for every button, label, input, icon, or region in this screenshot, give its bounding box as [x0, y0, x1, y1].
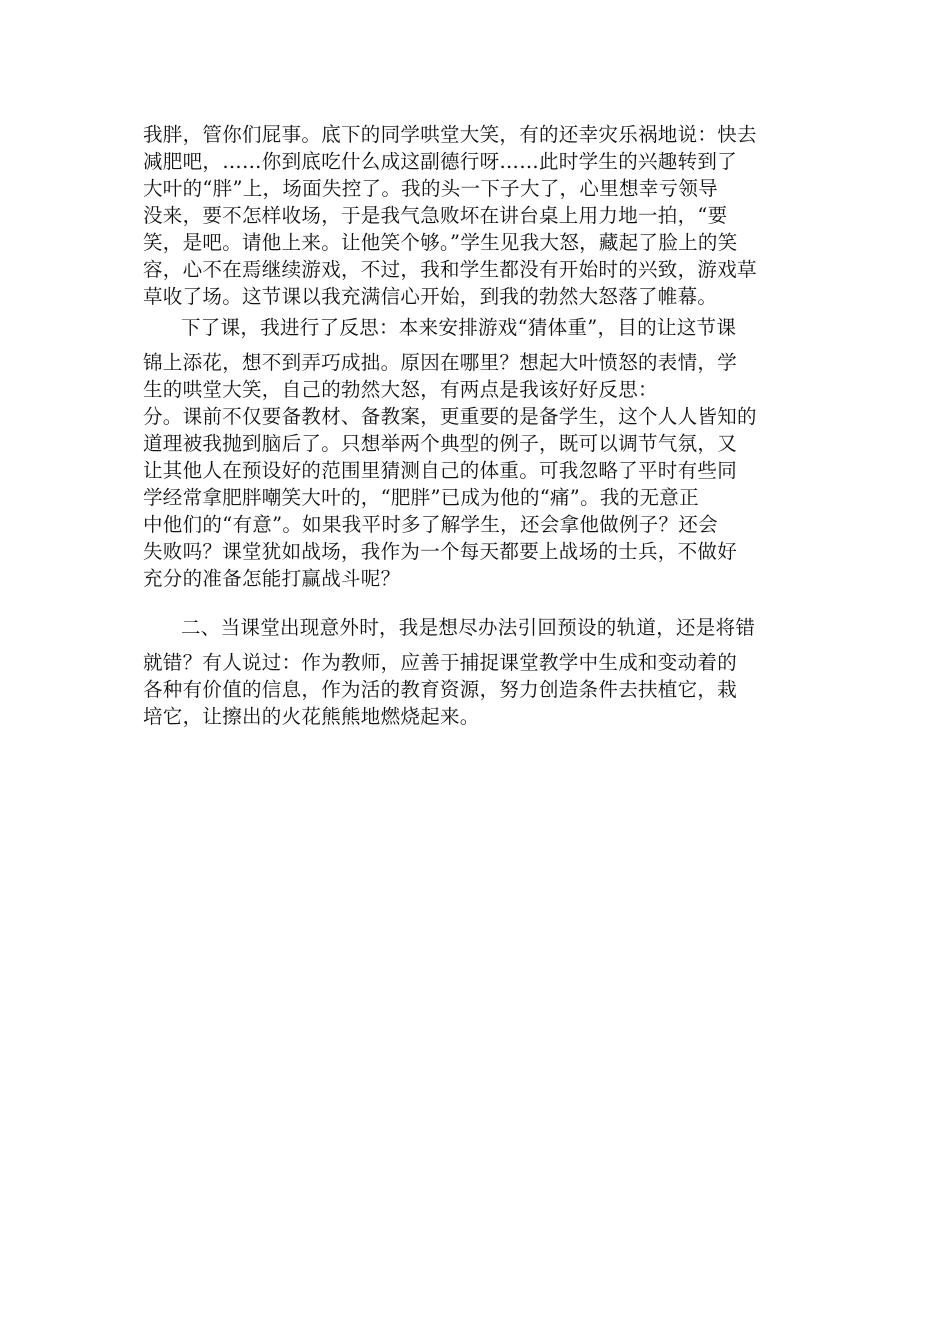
text-line: 二、当课堂出现意外时，我是想尽办法引回预设的轨道，还是将错 — [181, 616, 756, 639]
text-line: 草收了场。这节课以我充满信心开始，到我的勃然大怒落了帷幕。 — [143, 285, 718, 308]
text-line: 中他们的“有意”。如果我平时多了解学生，还会拿他做例子？还会 — [143, 513, 718, 536]
text-line: 笑，是吧。请他上来。让他笑个够。”学生见我大怒，藏起了脸上的笑 — [143, 231, 738, 254]
text-line: 培它，让擦出的火花熊熊地燃烧起来。 — [143, 705, 480, 728]
text-line: 失败吗？课堂犹如战场，我作为一个每天都要上战场的士兵，不做好 — [143, 540, 738, 563]
paragraph-2 — [143, 314, 813, 592]
text-line: 各种有价值的信息，作为活的教育资源，努力创造条件去扶植它，栽 — [143, 678, 738, 701]
text-line: 生的哄堂大笑，自己的勃然大怒，有两点是我该好好反思： — [143, 378, 658, 401]
paragraph-1 — [143, 121, 813, 310]
text-line: 充分的准备怎能打赢战斗呢？ — [143, 567, 401, 590]
text-line: 学经常拿肥胖嘲笑大叶的，“肥胖”已成为他的“痛”。我的无意正 — [143, 486, 699, 509]
text-line: 没来，要不怎样收场，于是我气急败坏在讲台桌上用力地一拍，“要 — [143, 204, 728, 227]
text-line: 道理被我抛到脑后了。只想举两个典型的例子，既可以调节气氛，又 — [143, 432, 738, 455]
text-line: 就错？有人说过：作为教师，应善于捕捉课堂教学中生成和变动着的 — [143, 651, 738, 674]
text-line: 让其他人在预设好的范围里猜测自己的体重。可我忽略了平时有些同 — [143, 459, 738, 482]
text-line: 下了课，我进行了反思：本来安排游戏“猜体重”，目的让这节课 — [181, 316, 737, 339]
paragraph-3 — [143, 614, 813, 730]
text-line: 分。课前不仅要备教材、备教案，更重要的是备学生，这个人人皆知的 — [143, 405, 757, 428]
text-line: 容，心不在焉继续游戏，不过，我和学生都没有开始时的兴致，游戏草 — [143, 258, 757, 281]
text-line: 锦上添花，想不到弄巧成拙。原因在哪里？想起大叶愤怒的表情，学 — [143, 351, 738, 374]
text-line: 减肥吧，……你到底吃什么成这副德行呀……此时学生的兴趣转到了 — [143, 150, 737, 173]
text-line: 我胖，管你们屁事。底下的同学哄堂大笑，有的还幸灾乐祸地说：快去 — [143, 123, 757, 146]
text-line: 大叶的“胖”上，场面失控了。我的头一下子大了，心里想幸亏领导 — [143, 177, 718, 200]
